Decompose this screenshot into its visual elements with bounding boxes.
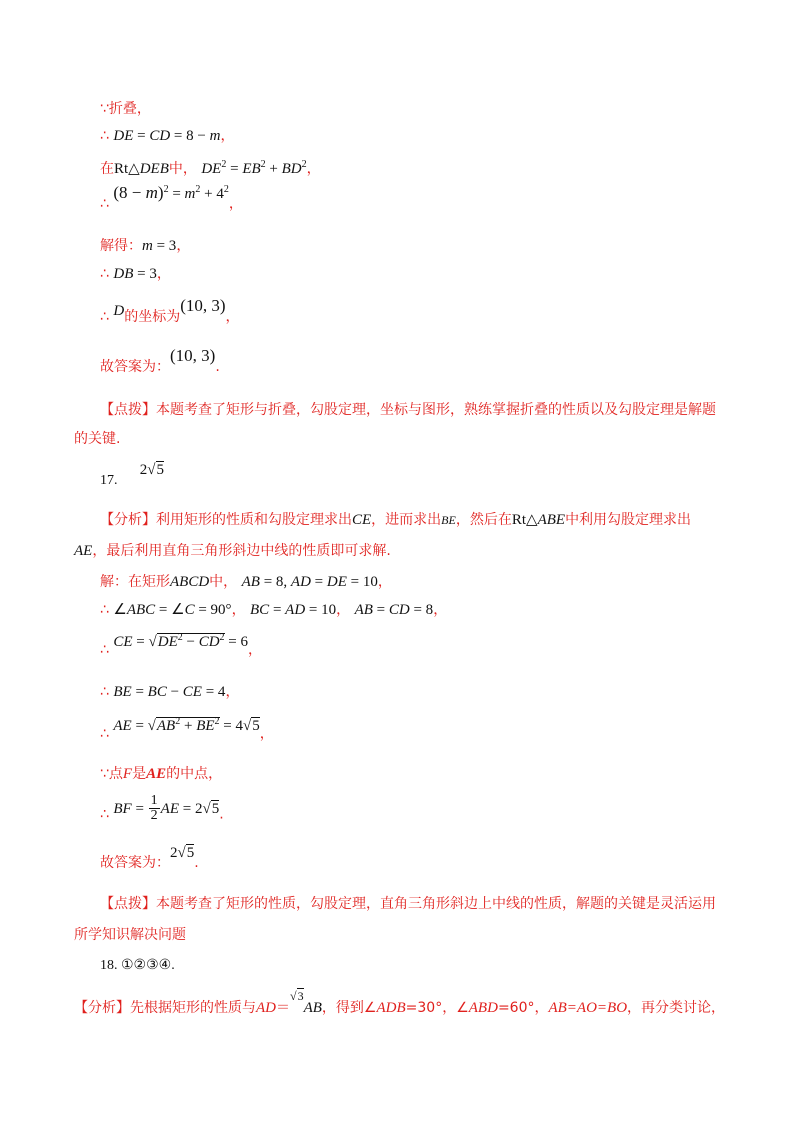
math-line: ∴ BF = $\frac{1}{2}$ AE = 2√5. [100, 793, 224, 823]
text: 【分析】先根据矩形的性质与 [74, 1000, 256, 1016]
fraction: $\frac{1}{2}$ [150, 793, 158, 823]
text: . [219, 806, 224, 823]
text: 解：在矩形 [100, 574, 170, 590]
text-line [74, 925, 186, 945]
text: ， [248, 642, 263, 658]
text-line [100, 99, 151, 119]
question-number [100, 956, 175, 976]
math-line: 【分析】利用矩形的性质和勾股定理求出CE，进而求出BE，然后在Rt△ABE中利用勾股定理求出 [100, 512, 692, 528]
text: ∴ [100, 196, 114, 212]
text: ， [336, 602, 351, 618]
text: 解得： [100, 238, 142, 254]
text: ＝ [276, 1000, 290, 1016]
text: 中利用勾股定理求出 [565, 512, 692, 528]
text: . [215, 359, 220, 375]
text: ， [225, 309, 240, 325]
text: ， [156, 266, 171, 282]
text: 故答案为： [100, 359, 170, 375]
math-line: ∴ CE = $√DE^2 - CD^2 = 6$， [100, 632, 263, 658]
math-line: ∴ AE = $√AB^2 + BE^2 = 4√5$， [100, 716, 274, 742]
text: ∴ [100, 684, 114, 700]
text: ， [377, 574, 392, 590]
math-line: 故答案为：2√5. [100, 845, 199, 871]
math-line: 解得：m = 3， [100, 238, 191, 254]
math-line: ∴ D的坐标为(10, 3)， [100, 296, 240, 325]
math-line: ∵点F是AE的中点， [100, 766, 223, 782]
text: ， [433, 602, 448, 618]
math-line: ∴ $(8 - m)^2 = m^2 + 4^2$， [100, 183, 243, 212]
text: 17. [100, 473, 118, 488]
text: 【点拨】本题考查了矩形与折叠，勾股定理，坐标与图形，熟练掌握折叠的性质以及勾股定理是解题 [100, 402, 716, 418]
text: ，然后在 [455, 512, 512, 528]
text-line [100, 400, 716, 420]
text: ∴ [100, 642, 114, 658]
text: =30°，∠ [405, 1000, 469, 1016]
text: ∴ [100, 309, 114, 325]
math-line: 在Rt△DEB中， $DE^2 = EB^2 + BD^2$， [100, 159, 321, 177]
text: ，进而求出 [371, 512, 442, 528]
text: ， [228, 196, 243, 212]
text: ， [259, 726, 274, 742]
math-line: ∴ BE = BC − CE = 4， [100, 684, 240, 700]
math-line: ∴ ∠ABC = ∠C = 90°， BC = AD = 10， AB = CD = 8， [100, 602, 448, 618]
text: 在 [100, 161, 114, 177]
text: =60°， [497, 1000, 549, 1016]
text: ， [220, 128, 235, 144]
math-line: 解：在矩形ABCD中， AB = 8, AD = DE = 10， [100, 574, 392, 590]
text: 的中点， [166, 766, 223, 782]
text: 18. ①②③④. [100, 958, 175, 973]
text: ， [231, 602, 246, 618]
math-line: 17. 2√5 [100, 462, 164, 488]
text: ， [176, 238, 191, 254]
text: 故答案为： [100, 855, 170, 871]
text: ，再分类讨论， [627, 1000, 726, 1016]
text: ， [306, 161, 321, 177]
text-line [74, 429, 120, 449]
text: ∵折叠， [100, 101, 151, 117]
math-line: AE，最后利用直角三角形斜边中线的性质即可求解. [74, 543, 391, 559]
text: 中， [209, 574, 238, 590]
math-line: ∴ DE = CD = 8 − m， [100, 128, 235, 144]
text: 【分析】利用矩形的性质和勾股定理求出 [100, 512, 352, 528]
text: ，最后利用直角三角形斜边中线的性质即可求解. [92, 543, 391, 559]
math-line: 【分析】先根据矩形的性质与AD＝√3AB，得到∠ADB=30°，∠ABD=60°，AB=AO=BO，再分类讨论， [74, 989, 726, 1016]
text: 是 [132, 766, 147, 782]
text: ∴ [100, 806, 114, 823]
text: ， [225, 684, 240, 700]
math-line: 故答案为：(10, 3). [100, 346, 220, 375]
text: 中， [168, 161, 197, 177]
text: 的坐标为 [124, 309, 181, 325]
text: 的关键. [74, 431, 121, 447]
text: ∴ [100, 602, 114, 618]
formula: DE [113, 128, 134, 144]
text: 所学知识解决问题 [74, 927, 186, 943]
text: 【点拨】本题考查了矩形的性质，勾股定理，直角三角形斜边上中线的性质，解题的关键是灵活运用 [100, 896, 716, 912]
text: ，得到∠ [321, 1000, 377, 1016]
text: ∴ [100, 266, 114, 282]
math-line: ∴ DB = 3， [100, 266, 171, 282]
text-line [100, 894, 716, 914]
text: ∴ [100, 726, 114, 742]
text: ∴ [100, 128, 114, 144]
text: . [194, 855, 199, 871]
text: ∵点 [100, 766, 123, 782]
